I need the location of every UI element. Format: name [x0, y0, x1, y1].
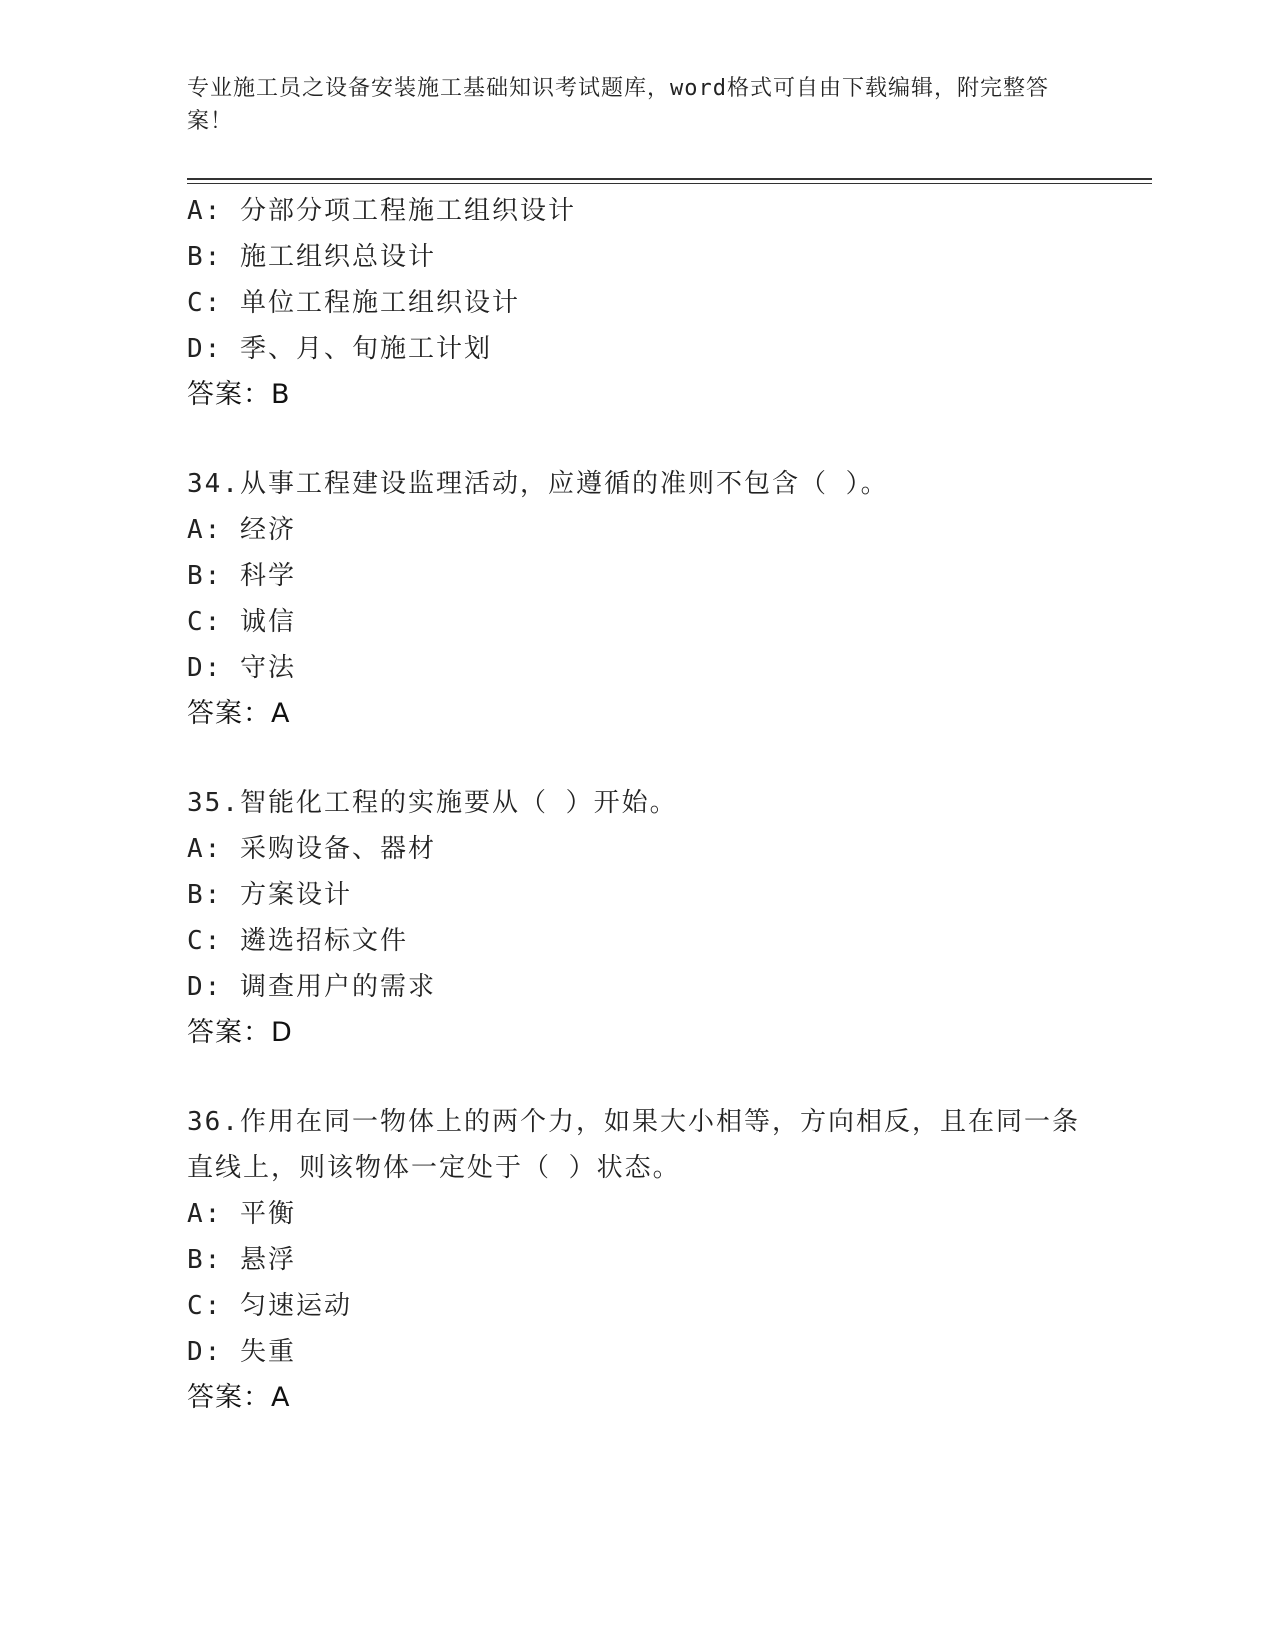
option-d: D: 失重 [187, 1337, 296, 1367]
question-34 [187, 461, 1087, 737]
option-a: A: 采购设备、器材 [187, 834, 436, 864]
header-divider-thick [187, 178, 1152, 180]
header-note: 专业施工员之设备安装施工基础知识考试题库，word格式可自由下载编辑，附完整答案！ [187, 76, 1049, 134]
answer: 答案：D [187, 1017, 293, 1048]
option-a: A: 分部分项工程施工组织设计 [187, 196, 576, 226]
option-a: A: 经济 [187, 515, 296, 545]
answer: 答案：A [187, 698, 291, 729]
option-c: C: 诚信 [187, 607, 296, 637]
question-stem: 35.智能化工程的实施要从（ ）开始。 [187, 788, 678, 818]
option-b: B: 方案设计 [187, 880, 352, 910]
answer: 答案：A [187, 1382, 291, 1413]
question-stem: 36.作用在同一物体上的两个力，如果大小相等，方向相反，且在同一条直线上，则该物体一定处于（ ）状态。 [187, 1107, 1080, 1183]
question-35 [187, 780, 1087, 1056]
question-list [187, 188, 1087, 1421]
header-divider-thin [187, 183, 1152, 184]
option-b: B: 悬浮 [187, 1245, 296, 1275]
question-33-continued [187, 188, 1087, 418]
question-36 [187, 1099, 1087, 1421]
option-c: C: 遴选招标文件 [187, 926, 408, 956]
option-a: A: 平衡 [187, 1199, 296, 1229]
option-d: D: 调查用户的需求 [187, 972, 436, 1002]
option-d: D: 季、月、旬施工计划 [187, 334, 492, 364]
option-b: B: 施工组织总设计 [187, 242, 436, 272]
option-b: B: 科学 [187, 561, 296, 591]
question-stem: 34.从事工程建设监理活动，应遵循的准则不包含（ ）。 [187, 469, 889, 499]
option-d: D: 守法 [187, 653, 296, 683]
answer: 答案：B [187, 379, 291, 410]
option-c: C: 匀速运动 [187, 1291, 352, 1321]
option-c: C: 单位工程施工组织设计 [187, 288, 520, 318]
